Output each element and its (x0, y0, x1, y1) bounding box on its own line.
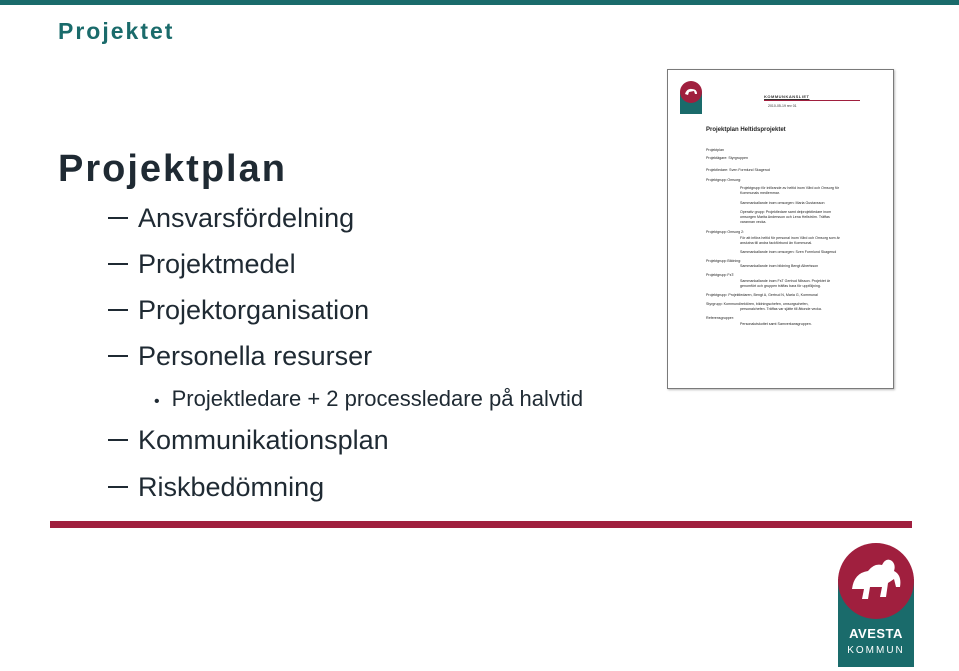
document-thumbnail (667, 69, 894, 389)
doc-text-line: Operativ grupp: Projektledare samt delprojektledare inom (740, 210, 832, 214)
doc-title: Projektplan Heltidsprojektet (706, 127, 786, 133)
dash-bullet-icon (108, 263, 128, 265)
doc-text-line: anslutna till andra fackförbund än Kommunal. (740, 241, 813, 245)
doc-text-line: Projektplan (706, 148, 724, 152)
doc-text-line: Styrgrupp: Kommundirektören, bildningschefen, omsorgschefen, (706, 302, 809, 306)
dash-bullet-icon (108, 486, 128, 488)
section-header: Projektet (58, 18, 175, 44)
doc-text-line: Personalutskottet samt Samverkansgruppen. (740, 322, 812, 326)
logo-text-avesta: AVESTA (849, 626, 903, 641)
doc-text-line: Sammankallande inom FsT Gertrud Nilsson. Projektet är (740, 279, 831, 283)
dash-bullet-icon (108, 309, 128, 311)
doc-department: KOMMUNKANSLIET (764, 94, 810, 99)
top-accent-bar (0, 0, 959, 5)
doc-text-line: genomfört och gruppen träffas bara för uppföljning. (740, 284, 821, 288)
list-item: Kommunikationsplan (108, 425, 389, 456)
list-item: Projektmedel (108, 249, 296, 280)
doc-text-line: personalchefen. Träffas var sjätte till åttonde vecka. (740, 307, 822, 311)
doc-text-line: Projektgrupp Omsorg 2: (706, 230, 745, 234)
sub-list-item: • Projektledare + 2 processledare på halvtid (154, 386, 584, 411)
divider-bar (50, 521, 912, 528)
doc-text-line: Projektägare: Styrgruppen (706, 156, 748, 160)
list-item: Personella resurser (108, 341, 372, 372)
logo-text-kommun: KOMMUN (847, 645, 905, 656)
avesta-seal-icon (680, 80, 702, 114)
list-item: Projektorganisation (108, 295, 369, 326)
doc-text-line: Projektgrupp för införande av heltid inom Vård och Omsorg för (740, 186, 840, 190)
doc-text-line: Projektledare: Sven Formlund Skagerud (706, 168, 770, 172)
doc-text-line: För att införa heltid för personal inom Vård och Omsorg som är (740, 236, 840, 240)
doc-text-line: Referensgrupper: (706, 316, 734, 320)
dash-bullet-icon (108, 217, 128, 219)
doc-text-line: Projektgrupp Omsorg: (706, 178, 742, 182)
dot-bullet-icon: • (154, 393, 160, 410)
doc-text-line: varannan vecka. (740, 220, 767, 224)
doc-text-line: Sammankallande inom omsorgen: Sven Formlund Skagerud (740, 250, 837, 254)
list-item: Riskbedömning (108, 472, 324, 503)
doc-text-line: Sammankallande inom bildning Bengt Albertsson (740, 264, 819, 268)
list-item: Ansvarsfördelning (108, 203, 354, 234)
doc-date: 2010-05-19 rev 01 (768, 104, 797, 108)
doc-text-line: Projektgrupp Bildning: (706, 259, 742, 263)
doc-rule (764, 100, 860, 101)
doc-text-line: Sammankallande inom omsorgen: Maria Gustavsson (740, 201, 825, 205)
doc-text-line: Kommunals medlemmar. (740, 191, 780, 195)
slide-title: Projektplan (58, 148, 287, 190)
dash-bullet-icon (108, 355, 128, 357)
doc-text-line: Projektgrupp: Projektledaren, Bengt A, Gertrud N, Maria G, Kommunal (706, 293, 818, 297)
doc-text-line: Projektgrupp FsT: (706, 273, 735, 277)
dash-bullet-icon (108, 439, 128, 441)
doc-text-line: omsorgen Marita Andersson och Lena Hellström. Träffas (740, 215, 830, 219)
